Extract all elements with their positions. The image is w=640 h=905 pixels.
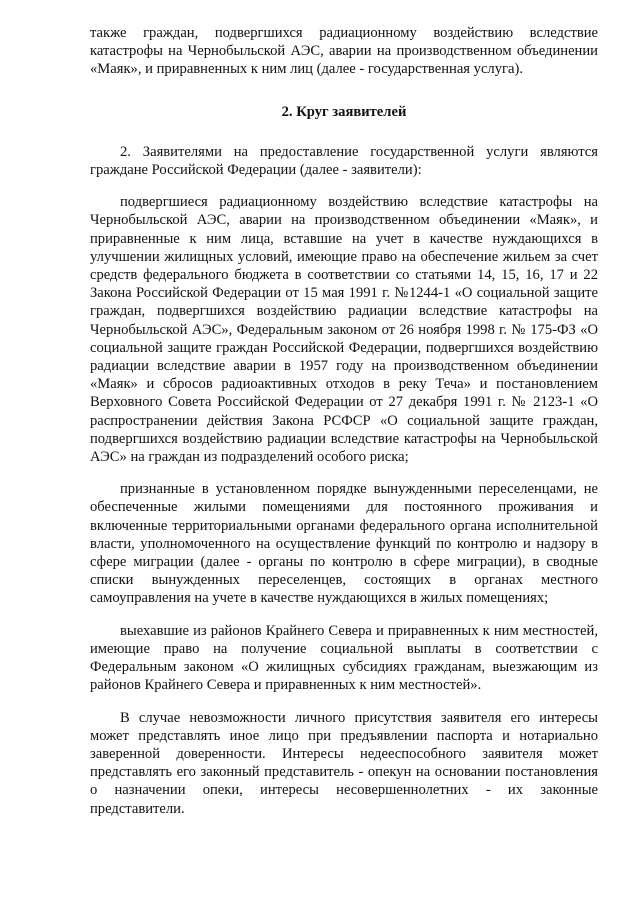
representatives-paragraph: В случае невозможности личного присутствия заявителя его интересы может представлять иное лицо при предъявлении паспорта и нотариально заверенной доверенности. Интересы недееспособного заявителя может представлять его законный представитель - опекун на основании постановления о назначении опеки, интересы несовершеннолетних - их законные представители. (90, 709, 598, 817)
section-heading: 2. Круг заявителей (281, 103, 407, 120)
applicants-paragraph: 2. Заявителями на предоставление государственной услуги являются граждане Российской Федерации (далее - заявители): (90, 143, 598, 179)
intro-paragraph: также граждан, подвергшихся радиационному воздействию вследствие катастрофы на Чернобыльской АЭС, аварии на производственном объединении «Маяк», и приравненных к ним лиц (далее - государственная услуга). (90, 25, 598, 78)
forced-migrants-paragraph: признанные в установленном порядке вынужденными переселенцами, не обеспеченные жилыми помещениями для постоянного проживания и включенные территориальными органами федерального органа исполнительной власти, уполномоченного на осуществление функций по контролю и надзору в сфере миграции (далее - органы по контролю в сфере миграции), в сводные списки вынужденных переселенцев, состоящих в органах местного самоуправления на учете в качестве нуждающихся в жилых помещениях; (90, 481, 598, 607)
radiation-victims-paragraph: подвергшиеся радиационному воздействию вследствие катастрофы на Чернобыльской АЭС, аварии на производственном объединении «Маяк», и приравненные к ним лица, вставшие на учет в качестве нуждающихся в улучшении жилищных условий, имеющие право на обеспечение жильем за счет средств федерального бюджета в соответствии со статьями 14, 15, 16, 17 и 22 Закона Российской Федерации от 15 мая 1991 г. №1244-1 «О социальной защите граждан, подвергшихся воздействию радиации вследствие катастрофы на Чернобыльской АЭС», Федеральным законом от 26 ноября 1998 г. № 175-ФЗ «О социальной защите граждан Российской Федерации, подвергшихся воздействию радиации вследствие аварии в 1957 году на производственном объединении «Маяк» и сбросов радиоактивных отходов в реку Теча» и постановлением Верховного Совета Российской Федерации от 27 декабря 1991 г. № 2123-1 «О распространении действия Закона РСФСР «О социальной защите граждан, подвергшихся воздействию радиации вследствие катастрофы на Чернобыльской АЭС» на граждан из подразделений особого риска; (90, 194, 598, 466)
far-north-paragraph: выехавшие из районов Крайнего Севера и приравненных к ним местностей, имеющие право на получение социальной выплаты в соответствии с Федеральным законом «О жилищных субсидиях гражданам, выезжающим из районов Крайнего Севера и приравненных к ним местностей». (90, 622, 598, 694)
